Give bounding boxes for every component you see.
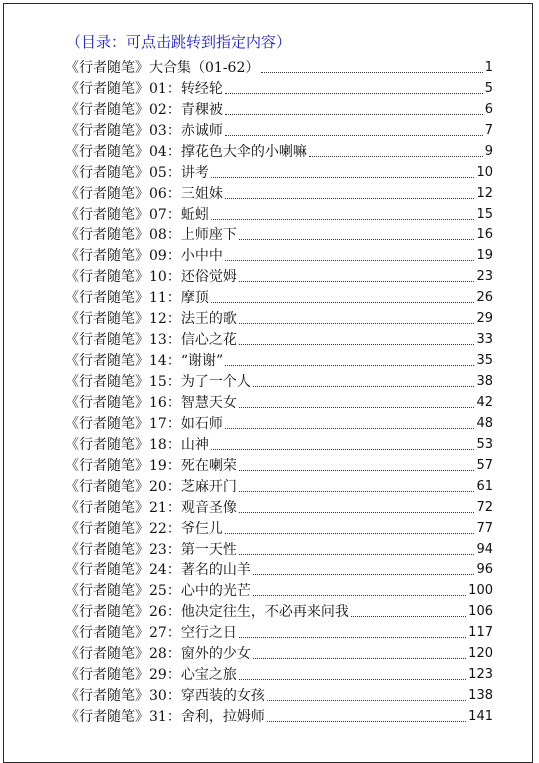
toc-entry-page-number: 117: [468, 625, 493, 641]
toc-entry-title: 《行者随笔》21：观音圣像: [65, 499, 237, 516]
toc-entry-link[interactable]: [65, 161, 493, 182]
toc-entry-page-number: 10: [476, 164, 493, 180]
toc-entry-title: 《行者随笔》09：小中中: [65, 248, 223, 265]
toc-entry-link[interactable]: [65, 370, 493, 391]
toc-dot-leader: [211, 302, 475, 303]
toc-entry-link[interactable]: [65, 579, 493, 600]
toc-entry-link[interactable]: [65, 454, 493, 475]
toc-entry-link[interactable]: [65, 349, 493, 370]
toc-entry-title: 《行者随笔》11：摩顶: [65, 290, 209, 307]
toc-entry-page-number: 26: [476, 290, 493, 306]
toc-dot-leader: [239, 239, 475, 240]
toc-entry-page-number: 33: [476, 332, 493, 348]
toc-entry-title: 《行者随笔》30：穿西装的女孩: [65, 688, 265, 705]
toc-dot-leader: [253, 574, 475, 575]
toc-entry-link[interactable]: [65, 475, 493, 496]
toc-dot-leader: [225, 93, 483, 94]
toc-entry-title: 《行者随笔》01：转经轮: [65, 80, 223, 97]
toc-entry-title: 《行者随笔》03：赤诚师: [65, 122, 223, 139]
toc-dot-leader: [239, 323, 475, 324]
toc-dot-leader: [239, 281, 475, 282]
toc-entry-link[interactable]: [65, 538, 493, 559]
toc-entry-link[interactable]: [65, 56, 493, 77]
toc-entry-page-number: 120: [468, 646, 493, 662]
toc-dot-leader: [225, 198, 475, 199]
toc-dot-leader: [211, 177, 475, 178]
toc-dot-leader: [211, 449, 475, 450]
toc-entry-title: 《行者随笔》10：还俗觉姆: [65, 269, 237, 286]
toc-entry-title: 《行者随笔》26：他决定往生，不必再来问我: [65, 604, 349, 621]
toc-entry-link[interactable]: [65, 642, 493, 663]
toc-entry-title: 《行者随笔》24：著名的山羊: [65, 562, 251, 579]
toc-entry-link[interactable]: [65, 705, 493, 726]
toc-entry-link[interactable]: [65, 328, 493, 349]
toc-entry-page-number: 94: [476, 541, 493, 557]
toc-entry-title: 《行者随笔》16：智慧天女: [65, 394, 237, 411]
toc-entry-page-number: 5: [484, 80, 493, 96]
toc-entry-link[interactable]: [65, 433, 493, 454]
toc-entry-link[interactable]: [65, 391, 493, 412]
toc-entry-page-number: 48: [476, 415, 493, 431]
toc-entry-title: 《行者随笔》20：芝麻开门: [65, 478, 237, 495]
toc-entry-link[interactable]: [65, 600, 493, 621]
toc-entry-page-number: 16: [476, 227, 493, 243]
toc-dot-leader: [253, 595, 466, 596]
toc-entry-page-number: 15: [476, 206, 493, 222]
toc-entry-link[interactable]: [65, 559, 493, 580]
toc-list: [65, 56, 493, 726]
toc-entry-title: 《行者随笔》31：舍利，拉姆师: [65, 709, 265, 725]
toc-entry-title: 《行者随笔》14：“谢谢”: [65, 353, 224, 370]
toc-dot-leader: [225, 114, 483, 115]
toc-entry-link[interactable]: [65, 517, 493, 538]
toc-entry-page-number: 53: [476, 436, 493, 452]
toc-entry-title: 《行者随笔》02：青稞被: [65, 101, 223, 118]
toc-entry-link[interactable]: [65, 684, 493, 705]
toc-entry-title: 《行者随笔》12：法王的歌: [65, 311, 237, 328]
toc-dot-leader: [267, 721, 466, 722]
toc-entry-title: 《行者随笔》15：为了一个人: [65, 374, 251, 390]
toc-entry-link[interactable]: [65, 140, 493, 161]
toc-entry-page-number: 72: [476, 499, 493, 515]
toc-entry-title: 《行者随笔》19：死在喇荣: [65, 457, 237, 474]
toc-entry-page-number: 9: [484, 143, 493, 159]
toc-entry-link[interactable]: [65, 307, 493, 328]
toc-entry-title: 《行者随笔》29：心宝之旅: [65, 667, 237, 684]
toc-entry-title: 《行者随笔》05：讲考: [65, 164, 209, 181]
toc-entry-link[interactable]: [65, 286, 493, 307]
toc-dot-leader: [225, 365, 474, 366]
toc-heading: （目录：可点击跳转到指定内容）: [66, 33, 292, 51]
toc-entry-link[interactable]: [65, 203, 493, 224]
toc-entry-page-number: 106: [468, 604, 493, 620]
toc-dot-leader: [351, 616, 466, 617]
toc-entry-page-number: 7: [484, 122, 493, 138]
toc-dot-leader: [253, 386, 475, 387]
toc-entry-title: 《行者随笔》18：山神: [65, 436, 209, 453]
toc-dot-leader: [239, 512, 475, 513]
toc-dot-leader: [261, 72, 482, 73]
toc-entry-page-number: 57: [476, 457, 493, 473]
toc-entry-title: 《行者随笔》28：窗外的少女: [65, 646, 251, 663]
toc-entry-page-number: 141: [468, 709, 493, 724]
toc-dot-leader: [239, 344, 475, 345]
toc-entry-page-number: 38: [476, 374, 493, 389]
toc-dot-leader: [239, 407, 475, 408]
toc-entry-title: 《行者随笔》大合集（01-62）: [65, 59, 260, 76]
toc-entry-page-number: 42: [476, 394, 493, 410]
toc-dot-leader: [267, 700, 466, 701]
toc-entry-page-number: 61: [476, 478, 493, 494]
toc-entry-title: 《行者随笔》07：蚯蚓: [65, 206, 209, 223]
toc-entry-page-number: 77: [476, 520, 493, 536]
toc-entry-page-number: 19: [476, 248, 493, 264]
toc-entry-page-number: 100: [468, 583, 493, 599]
toc-entry-link[interactable]: [65, 224, 493, 245]
toc-dot-leader: [239, 679, 466, 680]
toc-entry-title: 《行者随笔》06：三姐妹: [65, 185, 223, 202]
toc-dot-leader: [225, 428, 475, 429]
toc-entry-page-number: 138: [468, 688, 493, 704]
toc-entry-page-number: 29: [476, 311, 493, 327]
toc-entry-link[interactable]: [65, 265, 493, 286]
toc-dot-leader: [239, 470, 475, 471]
toc-dot-leader: [225, 260, 475, 261]
toc-entry-title: 《行者随笔》27：空行之日: [65, 625, 237, 642]
toc-dot-leader: [225, 135, 483, 136]
toc-entry-link[interactable]: [65, 244, 493, 265]
toc-entry-page-number: 35: [476, 353, 493, 369]
toc-entry-title: 《行者随笔》13：信心之花: [65, 332, 237, 349]
toc-entry-link[interactable]: [65, 621, 493, 642]
toc-entry-title: 《行者随笔》23：第一天性: [65, 541, 237, 558]
document-page: [3, 3, 533, 763]
toc-entry-link[interactable]: [65, 663, 493, 684]
toc-entry-page-number: 6: [484, 101, 493, 117]
toc-dot-leader: [309, 156, 483, 157]
toc-entry-link[interactable]: [65, 98, 493, 119]
toc-entry-link[interactable]: [65, 182, 493, 203]
toc-entry-link[interactable]: [65, 77, 493, 98]
toc-entry-page-number: 12: [476, 185, 493, 201]
toc-entry-title: 《行者随笔》17：如石师: [65, 415, 223, 432]
toc-entry-link[interactable]: [65, 412, 493, 433]
toc-dot-leader: [239, 554, 475, 555]
toc-entry-link[interactable]: [65, 119, 493, 140]
toc-entry-link[interactable]: [65, 496, 493, 517]
toc-dot-leader: [211, 219, 475, 220]
toc-dot-leader: [253, 658, 466, 659]
toc-entry-title: 《行者随笔》22：爷仨儿: [65, 520, 223, 537]
toc-entry-title: 《行者随笔》08：上师座下: [65, 227, 237, 244]
toc-entry-page-number: 1: [484, 59, 493, 75]
toc-entry-page-number: 123: [468, 667, 493, 683]
toc-entry-title: 《行者随笔》25：心中的光芒: [65, 583, 251, 600]
toc-entry-page-number: 96: [476, 562, 493, 578]
toc-dot-leader: [239, 491, 475, 492]
toc-entry-page-number: 23: [476, 269, 493, 285]
toc-entry-title: 《行者随笔》04：撑花色大伞的小喇嘛: [65, 143, 307, 160]
toc-dot-leader: [239, 637, 466, 638]
toc-dot-leader: [225, 533, 475, 534]
